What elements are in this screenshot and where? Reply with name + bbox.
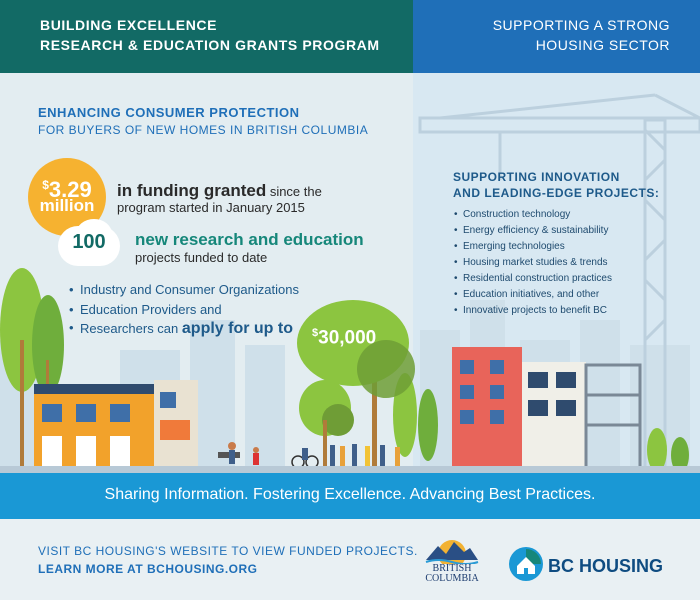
eligible-applicant-item — [80, 320, 293, 338]
innovation-item: • Emerging technologies — [463, 241, 565, 252]
eligible-applicant-item: • Industry and Consumer Organizations — [80, 282, 299, 297]
innovation-item: • Housing market studies & trends — [463, 257, 608, 268]
eligible-last-emphasis: apply for up to — [181, 320, 293, 337]
max-grant-currency: $ — [312, 327, 319, 339]
projects-count: 100 — [72, 231, 106, 253]
funding-emphasis: in funding granted — [117, 181, 267, 200]
funding-description-line-2: program started in January 2015 — [117, 200, 305, 215]
program-title-line-1: BUILDING EXCELLENCE — [40, 17, 218, 33]
max-grant-amount — [312, 327, 376, 349]
consumer-protection-heading: ENHANCING CONSUMER PROTECTION — [38, 105, 300, 120]
eligible-last-prefix: Researchers can — [80, 321, 182, 336]
innovation-item: • Construction technology — [463, 209, 570, 220]
housing-sector-title-line-2: HOUSING SECTOR — [535, 37, 670, 53]
funding-value: 3.29 — [48, 177, 92, 202]
funding-unit: million — [39, 196, 95, 215]
funding-description-rest: since the — [266, 184, 322, 199]
innovation-item: • Residential construction practices — [463, 273, 612, 284]
housing-sector-title-line-1: SUPPORTING A STRONG — [492, 17, 670, 33]
footer-website-link[interactable]: LEARN MORE AT BCHOUSING.ORG — [38, 562, 258, 576]
funding-currency: $ — [42, 178, 49, 192]
max-grant-value: 30,000 — [318, 327, 377, 349]
projects-description-line-2: projects funded to date — [135, 250, 268, 265]
ground — [0, 466, 700, 473]
funding-description-line-1 — [117, 181, 322, 201]
innovation-item: • Education initiatives, and other — [463, 289, 599, 300]
innovation-heading-line-1: SUPPORTING INNOVATION — [453, 170, 620, 184]
bc-housing-logo-text: BC HOUSING — [548, 556, 664, 576]
footer-visit-text: VISIT BC HOUSING'S WEBSITE TO VIEW FUNDED PROJECTS. — [38, 544, 418, 558]
innovation-heading-line-2: AND LEADING-EDGE PROJECTS: — [453, 186, 660, 200]
bc-housing-logo-icon — [508, 546, 544, 582]
projects-description-line-1: new research and education — [135, 230, 364, 249]
innovation-item: • Innovative projects to benefit BC — [463, 305, 607, 316]
bc-logo-text-line-2: COLUMBIA — [425, 573, 479, 584]
program-title-line-2: RESEARCH & EDUCATION GRANTS PROGRAM — [40, 37, 380, 53]
british-columbia-logo-icon — [424, 532, 480, 564]
bc-logo-text-line-1: BRITISH — [432, 563, 472, 574]
townhouses — [34, 380, 198, 470]
consumer-protection-subheading: FOR BUYERS OF NEW HOMES IN BRITISH COLUMBIA — [38, 123, 369, 137]
tagline-text: Sharing Information. Fostering Excellence. Advancing Best Practices. — [104, 486, 596, 503]
eligible-applicant-item: • Education Providers and — [80, 302, 222, 317]
innovation-item: • Energy efficiency & sustainability — [463, 225, 608, 236]
